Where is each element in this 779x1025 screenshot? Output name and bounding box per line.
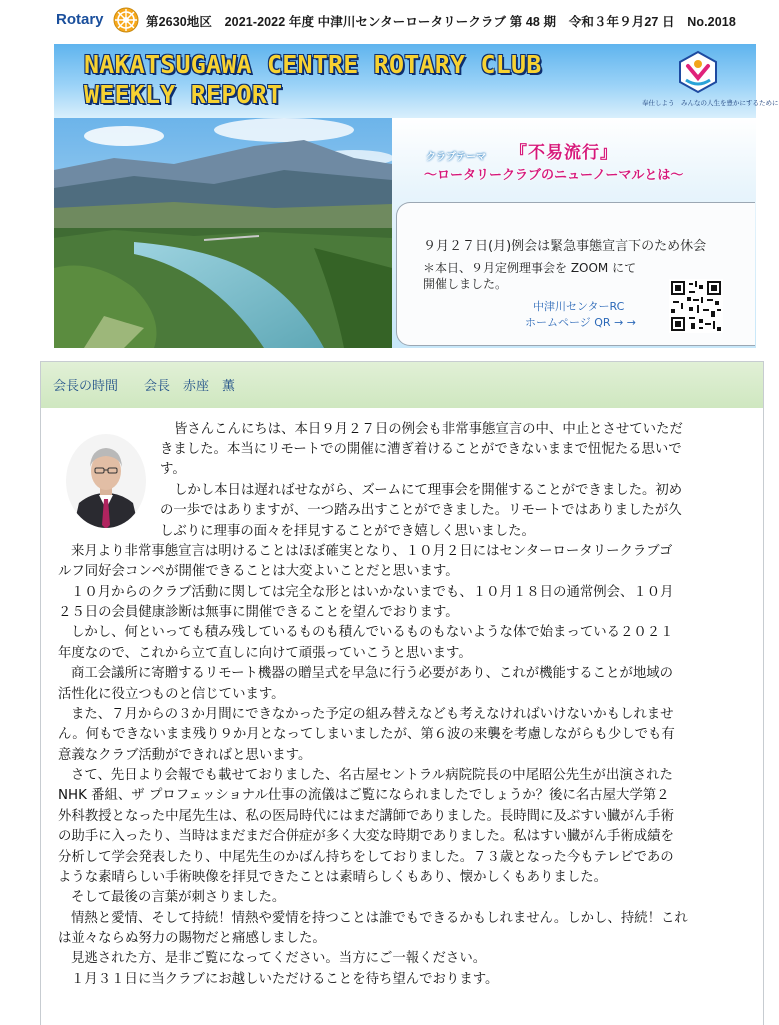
message-line: は並々ならぬ努力の賜物だと痛感しました。 — [58, 931, 326, 946]
message-line: 意義なクラブ活動ができればと思います。 — [58, 748, 312, 763]
message-line: 皆さんこんにちは、本日９月２７日の例会も非常事態宣言の中、中止とさせていただ — [174, 422, 683, 437]
message-line: そして最後の言葉が刺さりました。 — [71, 890, 286, 905]
message-line: さて、先日より会報でも載せておりました、名古屋セントラル病院院長の中尾昭公先生が出演された — [71, 768, 673, 783]
message-line: 活性化に役立つものと信じています。 — [58, 687, 285, 702]
rotary-motto: 奉仕しよう みんなの人生を豊かにするために — [642, 99, 779, 107]
notice-zoom-line: ＊本日、９月定例理事会を ZOOM にて — [423, 261, 637, 275]
section-header — [41, 362, 763, 408]
rotary-wordmark: Rotary — [56, 11, 104, 28]
message-line: また、７月からの３か月間にできなかった予定の組み替えなども考えなければいけないかもしれませ — [71, 707, 674, 722]
message-line: 外科教授となった中尾先生は、私の医局時代にはまだ講師でありました。長時間に及ぶすい臓がん手術 — [58, 809, 674, 824]
theme-subtitle: ～ロータリークラブのニューノーマルとは～ — [424, 168, 684, 183]
message-line: しかし、何といっても積み残しているものも積んでいるものもないような体で始まっている２０２１ — [71, 625, 674, 640]
section-title: 会長の時間 会長 赤座 薫 — [53, 379, 236, 394]
message-line: ２５日の会員健康診断は無事に開催できることを望んでおります。 — [58, 605, 459, 620]
homepage-qr-link[interactable]: ホームページ QR → → — [525, 316, 637, 329]
message-line: 商工会議所に寄贈するリモート機器の贈呈式を早急に行う必要があり、これが機能することが地域の — [71, 666, 674, 681]
message-line: ルフ同好会コンペが開催できることは大変よいことだと思います。 — [58, 564, 459, 579]
message-line: す。 — [160, 462, 186, 477]
message-line: の助手に入ったり、当時はまだまだ合併症が多く大変な時期でありました。私はすい臓がん手術成績を — [58, 829, 674, 844]
banner-title: NAKATSUGAWA CENTRE ROTARY CLUB — [84, 50, 542, 79]
issue-info: 第2630地区 2021-2022 年度 中津川センターロータリークラブ 第 48 期 令和３年９月27 日 No.2018 — [146, 15, 736, 29]
message-line: 分析して学会発表したり、中尾先生のかばん持ちをしておりました。７３歳となった今もテレビであの — [58, 850, 674, 865]
theme-label: クラブテーマ — [426, 152, 486, 163]
notice-cancel-line: ９月２７日(月)例会は緊急事態宣言下のため休会 — [423, 239, 707, 254]
message-line: しぶりに理事の面々を拝見することができ嬉しく思いました。 — [160, 524, 535, 539]
message-line: しかし本日は遅ればせながら、ズームにて理事会を開催することができました。初め — [174, 483, 683, 498]
homepage-label: 中津川センターRC — [533, 300, 625, 313]
message-line: 見逃された方、是非ご覧になってください。当方にご一報ください。 — [71, 951, 487, 966]
theme-title: 『不易流行』 — [510, 143, 618, 163]
notice-zoom-line-2: 開催しました。 — [423, 277, 508, 291]
banner-subtitle: WEEKLY REPORT — [84, 80, 283, 109]
rotary-theme-logo-icon — [674, 50, 722, 94]
message-line: ような素晴らしい手術映像を拝見できたことは素晴らしくもあり、懐かしくもありました。 — [58, 870, 608, 885]
rotary-wheel-icon — [112, 6, 140, 34]
qr-code-icon[interactable] — [669, 279, 723, 333]
message-line: 来月より非常事態宣言は明けることはほぼ確実となり、１０月２日にはセンターロータリークラブゴ — [71, 544, 673, 559]
landscape-photo — [54, 118, 392, 348]
message-line: １０月からのクラブ活動に関しては完全な形とはいかないまでも、１０月１８日の通常例会、１０月 — [71, 585, 674, 600]
presidents-message-section — [40, 361, 764, 1025]
message-line: 年度なので、これから立て直しに向けて頑張っていこうと思います。 — [58, 646, 472, 661]
message-line: の一歩ではありますが、一つ踏み出すことができました。リモートではありましたが久 — [160, 503, 682, 518]
message-line: 情熱と愛情、そして持続！情熱や愛情を持つことは誰でもできるかもしれません。しかし、持続！これ — [71, 911, 688, 926]
president-portrait — [65, 433, 147, 529]
title-banner — [54, 44, 779, 118]
issue-header — [0, 0, 763, 44]
meeting-notice-box — [396, 202, 755, 346]
message-line: １月３１日に当クラブにお越しいただけることを待ち望んでおります。 — [71, 972, 499, 987]
message-line: NHK 番組、ザ プロフェッショナル仕事の流儀はご覧になられましたでしょうか？後に名古屋大学第２ — [58, 788, 670, 803]
message-line: きました。本当にリモートでの開催に漕ぎ着けることができないままで忸怩たる思いで — [160, 442, 682, 457]
message-line: ん。何もできないまま残り９か月となってしまいましたが、第６波の来襲を考慮しながらも少しでも有 — [58, 727, 675, 742]
